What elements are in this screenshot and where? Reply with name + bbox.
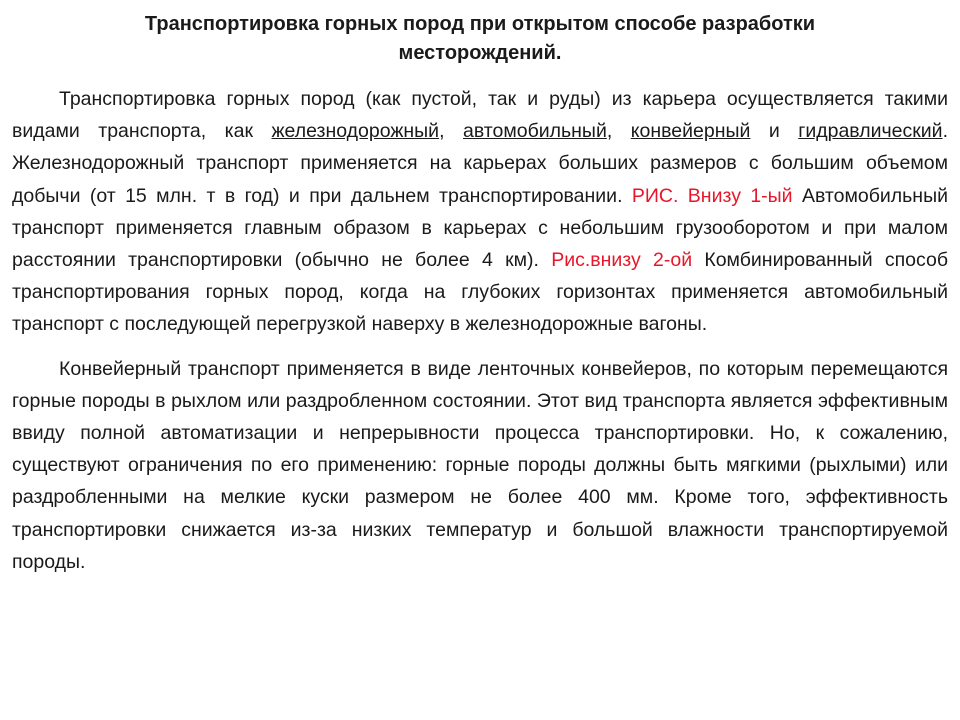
link-railway[interactable]: железнодорожный <box>271 120 440 143</box>
figure-ref-2: Рис.внизу 2-ой <box>551 249 693 272</box>
text-segment: Автомобильный транспорт применяется главным образом в карьерах с небольшим грузооборотом и при малом расстоянии транспортировки (обычно не более 4 км). <box>12 184 948 272</box>
slide-title <box>52 10 908 68</box>
title-line-2: месторождений. <box>398 42 562 64</box>
link-automobile[interactable]: автомобильный <box>462 120 607 143</box>
text-segment: , <box>606 120 631 143</box>
text-segment: . Железнодорожный транспорт применяется на карьерах больших размеров с большим объемом добычи (от 15 млн. т в год) и при дальнем транспортировании. <box>12 120 948 207</box>
text-segment: , <box>439 120 463 143</box>
text-segment: и <box>750 120 799 143</box>
title-line-1: Транспортировка горных пород при открытом способе разработки <box>144 13 816 35</box>
text-segment: Комбинированный способ транспортирования горных пород, когда на глубоких горизонтах применяется автомобильный транспорт с последующей перегрузкой наверху в железнодорожные вагоны. <box>12 249 948 336</box>
paragraph-transport-types <box>12 83 948 341</box>
link-hydraulic[interactable]: гидравлический <box>798 120 943 143</box>
paragraph-conveyor: Конвейерный транспорт применяется в виде ленточных конвейеров, по которым перемещаются горные породы в рыхлом или раздробленном состоянии. Этот вид транспорта является эффективным ввиду полной автоматизации и непрерывности процесса транспортировки. Но, к сожалению, существуют ограничения по его применению: горные породы должны быть мягкими (рыхлыми) или раздробленными на мелкие куски размером не более 400 мм. Кроме того, эффективность транспортировки снижается из-за низких температур и большой влажности транспортируемой породы. <box>12 357 948 573</box>
link-conveyor[interactable]: конвейерный <box>630 120 751 143</box>
figure-ref-1: РИС. Внизу 1-ый <box>631 184 793 207</box>
text-segment: Транспортировка горных пород (как пустой, так и руды) из карьера осуществляется такими видами транспорта, как <box>12 88 948 143</box>
